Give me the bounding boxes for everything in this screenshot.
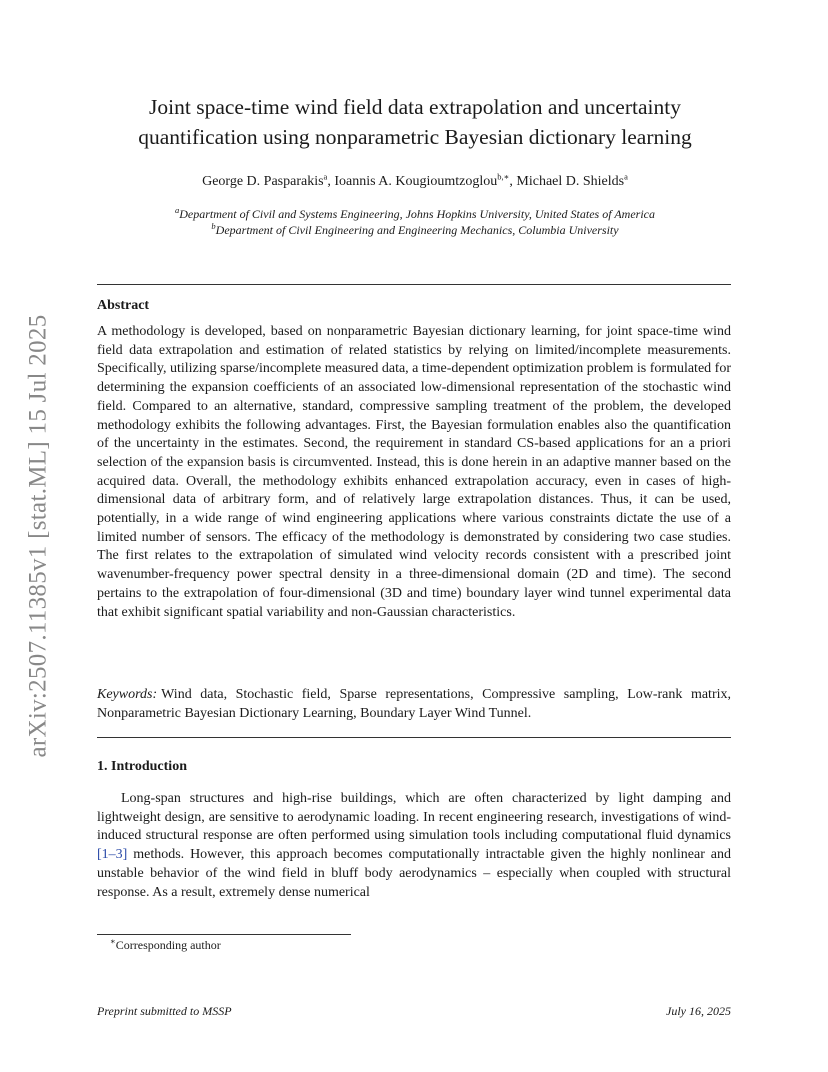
- introduction-text: [97, 790, 731, 902]
- abstract-text: A methodology is developed, based on nonparametric Bayesian dictionary learning, for joint space-time wind field data extrapolation and estimation of related statistics by relying on limited/incomplete measurements. Specifically, utilizing sparse/incomplete measured data, a time-dependent optimization problem is formulated for determining the expansion coefficients of an associated low-dimensional representation of the stochastic wind field. Compared to an alternative, standard, compressive sampling treatment of the problem, the developed methodology exhibits the following advantages. First, the Bayesian formulation enables also the quantification of the uncertainty in the estimates. Second, the requirement in standard CS-based applications for an a priori selection of the expansion basis is circumvented. Instead, this is done herein in an adaptive manner based on the acquired data. Overall, the methodology exhibits enhanced extrapolation accuracy, even in cases of high-dimensional data of arbitrary form, and of relatively large extrapolation distances. Thus, it can be used, potentially, in a wide range of wind engineering applications where various constraints dictate the use of a limited number of sensors. The efficacy of the methodology is demonstrated by considering two case studies. The first relates to the extrapolation of simulated wind velocity records consistent with a prescribed joint wavenumber-frequency power spectral density in a three-dimensional domain (2D and time). The second pertains to the extrapolation of four-dimensional (3D and time) boundary layer wind tunnel experimental data that exhibit significant spatial variability and non-Gaussian characteristics.: [97, 324, 731, 620]
- footnote-text: Corresponding author: [115, 938, 221, 952]
- affiliation-mark: a: [175, 205, 180, 215]
- affiliation-mark: b: [211, 221, 216, 231]
- affiliation-text: Department of Civil and Systems Engineering, Johns Hopkins University, United States of America: [179, 207, 655, 221]
- affiliation-line: [98, 206, 732, 222]
- footer-right: July 16, 2025: [666, 1004, 731, 1018]
- title-line-1: Joint space-time wind field data extrapolation and uncertainty: [149, 95, 681, 119]
- author-affil-mark: b,∗: [497, 171, 510, 182]
- arxiv-stamp-text: arXiv:2507.11385v1 [stat.ML] 15 Jul 2025: [24, 314, 52, 758]
- footnote: [110, 938, 221, 953]
- arxiv-stamp: [22, 296, 54, 776]
- author-list: [98, 171, 732, 190]
- footnote-mark: ∗: [110, 936, 116, 946]
- keywords-label: Keywords:: [97, 687, 158, 702]
- keywords: [97, 686, 731, 723]
- title-line-2: quantification using nonparametric Bayesian dictionary learning: [138, 125, 692, 149]
- author-name: Michael D. Shields: [516, 174, 625, 189]
- author-separator: ,: [509, 174, 517, 189]
- introduction-heading: 1. Introduction: [97, 759, 187, 774]
- top-divider: [97, 284, 731, 285]
- intro-text-part-1: Long-span structures and high-rise buildings, which are often characterized by light damping and lightweight design, are sensitive to aerodynamic loading. In recent engineering research, investigations of wind-induced structural response are often performed using simulation tools including computational fluid dynamics: [97, 791, 731, 844]
- author-affil-mark: a: [624, 171, 628, 182]
- keywords-divider: [97, 737, 731, 738]
- footnote-rule: [97, 934, 351, 935]
- page-footer: [97, 1004, 731, 1019]
- abstract-heading: Abstract: [97, 298, 150, 313]
- keywords-text: Wind data, Stochastic field, Sparse representations, Compressive sampling, Low-rank matrix, Nonparametric Bayesian Dictionary Learning, Boundary Layer Wind Tunnel.: [97, 687, 731, 721]
- author-name: Ioannis A. Kougioumtzoglou: [334, 174, 498, 189]
- affiliations: [98, 206, 732, 238]
- affiliation-line: [98, 222, 732, 238]
- affiliation-text: Department of Civil Engineering and Engineering Mechanics, Columbia University: [215, 223, 619, 237]
- intro-text-part-2: methods. However, this approach becomes computationally intractable given the highly nonlinear and unstable behavior of the wind field in bluff body aerodynamics – especially when coupled with structural response. As a result, extremely dense numerical: [97, 847, 731, 900]
- citation-link[interactable]: [1–3]: [97, 847, 128, 863]
- author-name: George D. Pasparakis: [202, 174, 324, 189]
- author-affil-mark: a: [323, 171, 328, 182]
- paper-title: [90, 92, 740, 152]
- author-separator: ,: [327, 174, 335, 189]
- footer-left: Preprint submitted to MSSP: [97, 1004, 232, 1018]
